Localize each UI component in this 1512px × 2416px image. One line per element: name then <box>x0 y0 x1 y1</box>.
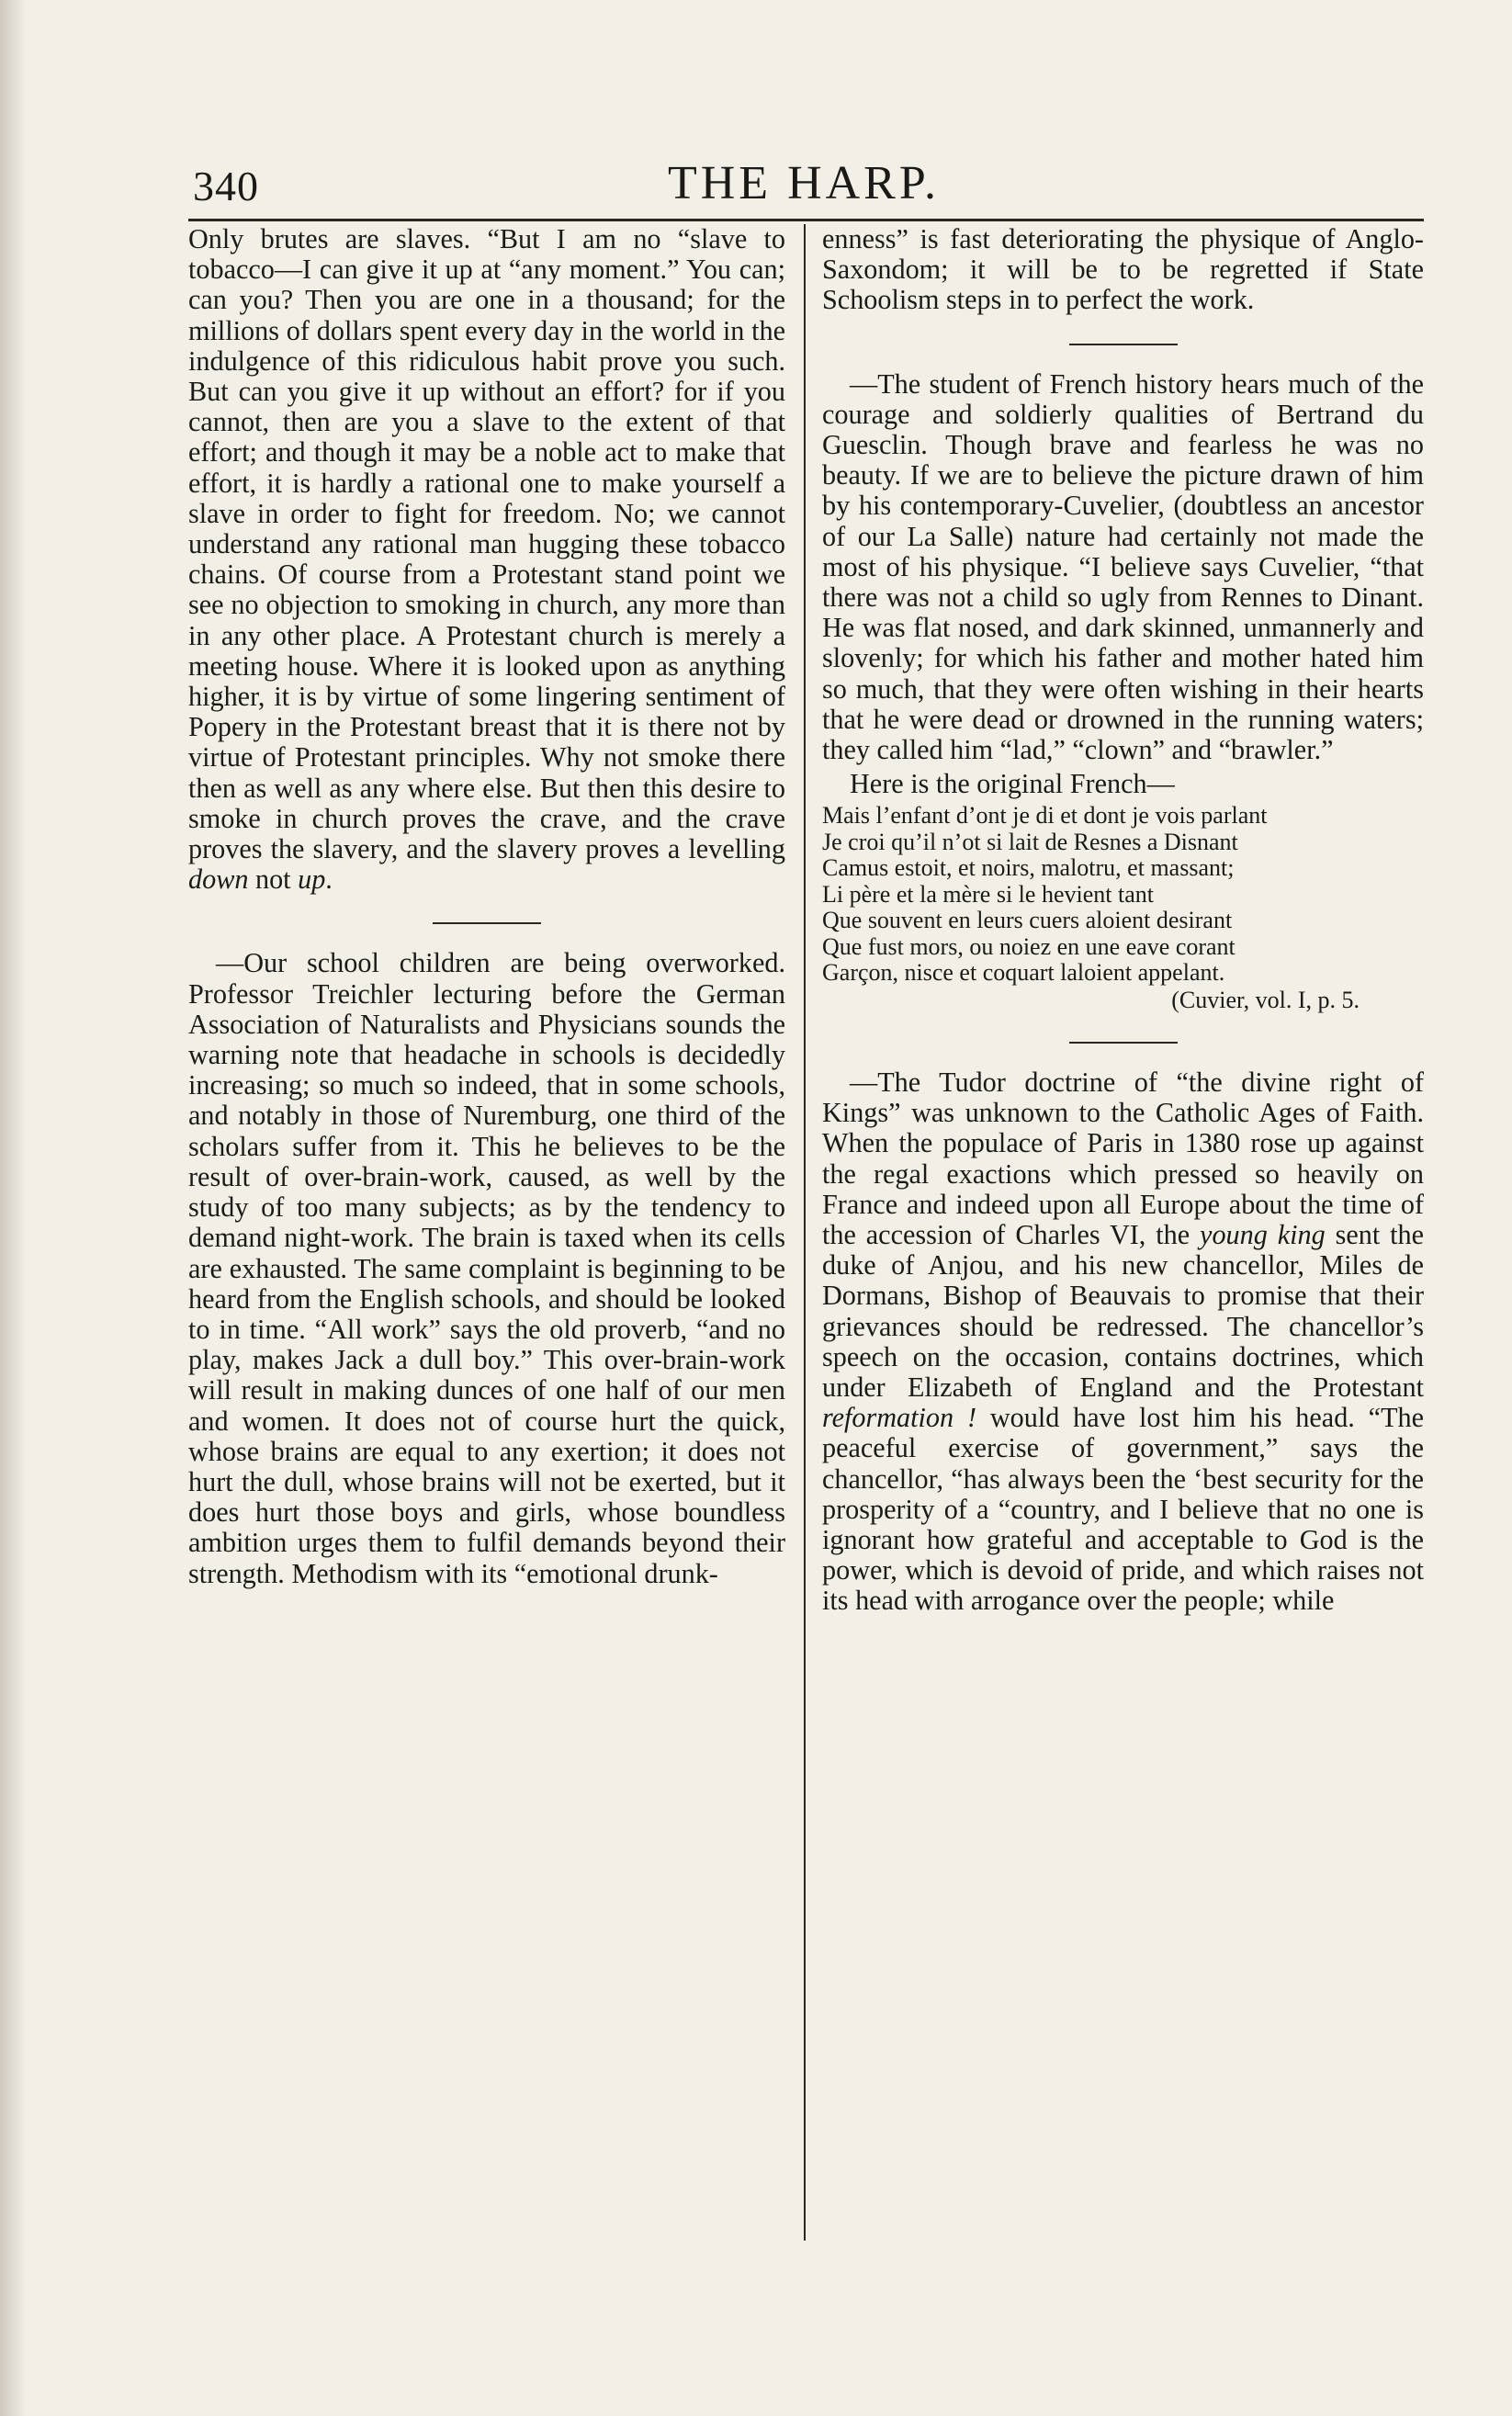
page-header <box>184 156 1424 211</box>
emphasis-young-king: young king <box>1200 1218 1326 1250</box>
verse-line: Mais l’enfant d’ont je di et dont je vois parlant <box>822 802 1268 830</box>
french-verse <box>822 803 1424 987</box>
divine-right-paragraph <box>822 1067 1424 1617</box>
running-title: THE HARP. <box>667 157 941 209</box>
tobacco-paragraph-text: Only brutes are slaves. “But I am no “slave to tobacco—I can give it up at “any moment.” You can; can you? Then you are one in a thousand; for the millions of dollars spent every day in the world in the indulgence of this ridiculous habit prove you such. But can you give it up without an effort? for if you cannot, then are you a slave to the extent of that effort; and though it may be a noble act to make that effort, it is hardly a rational one to make yourself a slave in order to fight for freedom. No; we cannot understand any rational man hugging these tobacco chains. Of course from a Protestant stand point we see no objection to smoking in church, any more than in any other place. A Protestant church is merely a meeting house. Where it is looked upon as anything higher, it is by virtue of some lingering sentiment of Popery in the Protestant breast that it is there not by virtue of Protestant principles. Why not smoke there then as well as any where else. But then this desire to smoke in church proves the crave, and the crave proves the slavery, and the slavery proves a levelling <box>188 224 785 865</box>
verse-line: Que fust mors, ou noiez en une eave corant <box>822 932 1236 960</box>
verse-citation: (Cuvier, vol. I, p. 5. <box>1171 986 1360 1013</box>
overwork-paragraph: —Our school children are being overworked. Professor Treichler lecturing before the German Association of Naturalists and Physicians sounds the warning note that headache in schools is decidedly increasing; so much so indeed, that in some schools, and notably in those of Nuremburg, one third of the scholars suffer from it. This he believes to be the result of over-brain-work, caused, as well by the study of too many subjects; as by the tendency to demand night-work. The brain is taxed when its cells are exhausted. The same complaint is beginning to be heard from the English schools, and should be looked to in time. “All work” says the old proverb, “and no play, makes Jack a dull boy.” This over-brain-work will result in making dunces of one half of our men and women. It does not of course hurt the quick, whose brains are equal to any exertion; it does not hurt the dull, whose brains will not be exerted, but it does hurt those boys and girls, whose boundless ambition urges them to fulfil demands beyond their strength. Methodism with its “emotional drunk- <box>188 947 785 1589</box>
right-column <box>822 224 1424 2245</box>
verse-line: Que souvent en leurs cuers aloient desirant <box>822 907 1233 934</box>
divine-right-text-b: sent the duke of Anjou, and his new chancellor, Miles de Dormans, Bishop of Beauvais to promise that their grievances should be redressed. The chancellor’s speech on the occasion, contains doctrines, which under Elizabeth of England and the Protestant <box>822 1218 1424 1403</box>
verse-line: Li père et la mère si le hevient tant <box>822 880 1154 908</box>
page-binding-edge <box>0 0 26 2416</box>
divine-right-text-a: —The Tudor doctrine of “the divine right of Kings” was unknown to the Catholic Ages of Faith. When the populace of Paris in 1380 rose up against the regal exactions which pressed so heavily on France and indeed upon all Europe about the time of the accession of Charles VI, the <box>822 1066 1424 1250</box>
section-separator <box>433 922 541 924</box>
column-divider <box>804 224 806 2241</box>
emphasis-down: down <box>188 864 249 896</box>
guesclin-paragraph: —The student of French history hears much of the courage and soldierly qualities of Bertrand du Guesclin. Though brave and fearless he was no beauty. If we are to believe the picture drawn of him by his contemporary-Cuvelier, (doubtless an ancestor of our La Salle) nature had certainly not made the most of his physique. “I believe says Cuvelier, “that there was not a child so ugly from Rennes to Dinant. He was flat nosed, and dark skinned, unmannerly and slovenly; for which his father and mother hated him so much, that they were often wishing in their hearts that he were dead or drowned in the running waters; they called him “lad,” “clown” and “brawler.” <box>822 367 1424 766</box>
page-number: 340 <box>193 163 259 209</box>
verse-line: Je croi qu’il n’ot si lait de Resnes a Disnant <box>822 828 1238 855</box>
anglo-saxon-continuation: enness” is fast deteriorating the physique of Anglo-Saxondom; it will be to be regretted if State Schoolism steps in to perfect the work. <box>822 224 1424 316</box>
emphasis-reformation: reformation ! <box>822 1402 977 1434</box>
original-french-intro: Here is the original French— <box>850 768 1175 800</box>
section-separator <box>1069 344 1178 345</box>
left-column <box>188 224 785 2245</box>
header-rule <box>188 219 1424 221</box>
tobacco-paragraph: Only brutes are slaves. “But I am no “slave to tobacco—I can give it up at “any moment.” You can; can you? Then you are one in a thousand; for the millions of dollars spent every day in the world in the indulgence of this ridiculous habit prove you such. But can you give it up without an effort? for if you cannot, then are you a slave to the extent of that effort; and though it may be a noble act to make that effort, it is hardly a rational one to make yourself a slave in order to fight for freedom. No; we cannot understand any rational man hugging these tobacco chains. Of course from a Protestant stand point we see no objection to smoking in church, any more than in any other place. A Protestant church is merely a meeting house. Where it is looked upon as anything higher, it is by virtue of some lingering sentiment of Popery in the Protestant breast that it is there not by virtue of Protestant principles. Why not smoke there then as well as any where else. But then this desire to smoke in church proves the crave, and the crave proves the slavery, and the slavery proves a levelling down not up. <box>188 224 785 896</box>
verse-line: Camus estoit, et noirs, malotru, et massant; <box>822 854 1235 882</box>
emphasis-up: up <box>298 864 326 896</box>
section-separator <box>1069 1042 1178 1044</box>
word-not: not <box>254 864 291 896</box>
verse-line: Garçon, nisce et coquart laloient appelant. <box>822 959 1225 987</box>
divine-right-text-c: would have lost him his head. “The peaceful exercise of government,” says the chancellor, “has always been the ‘best security for the prosperity of a “country, and I believe that no one is ignorant how grateful and acceptable to God is the power, which is devoid of pride, and which raises not its head with arrogance over the people; while <box>822 1402 1424 1617</box>
